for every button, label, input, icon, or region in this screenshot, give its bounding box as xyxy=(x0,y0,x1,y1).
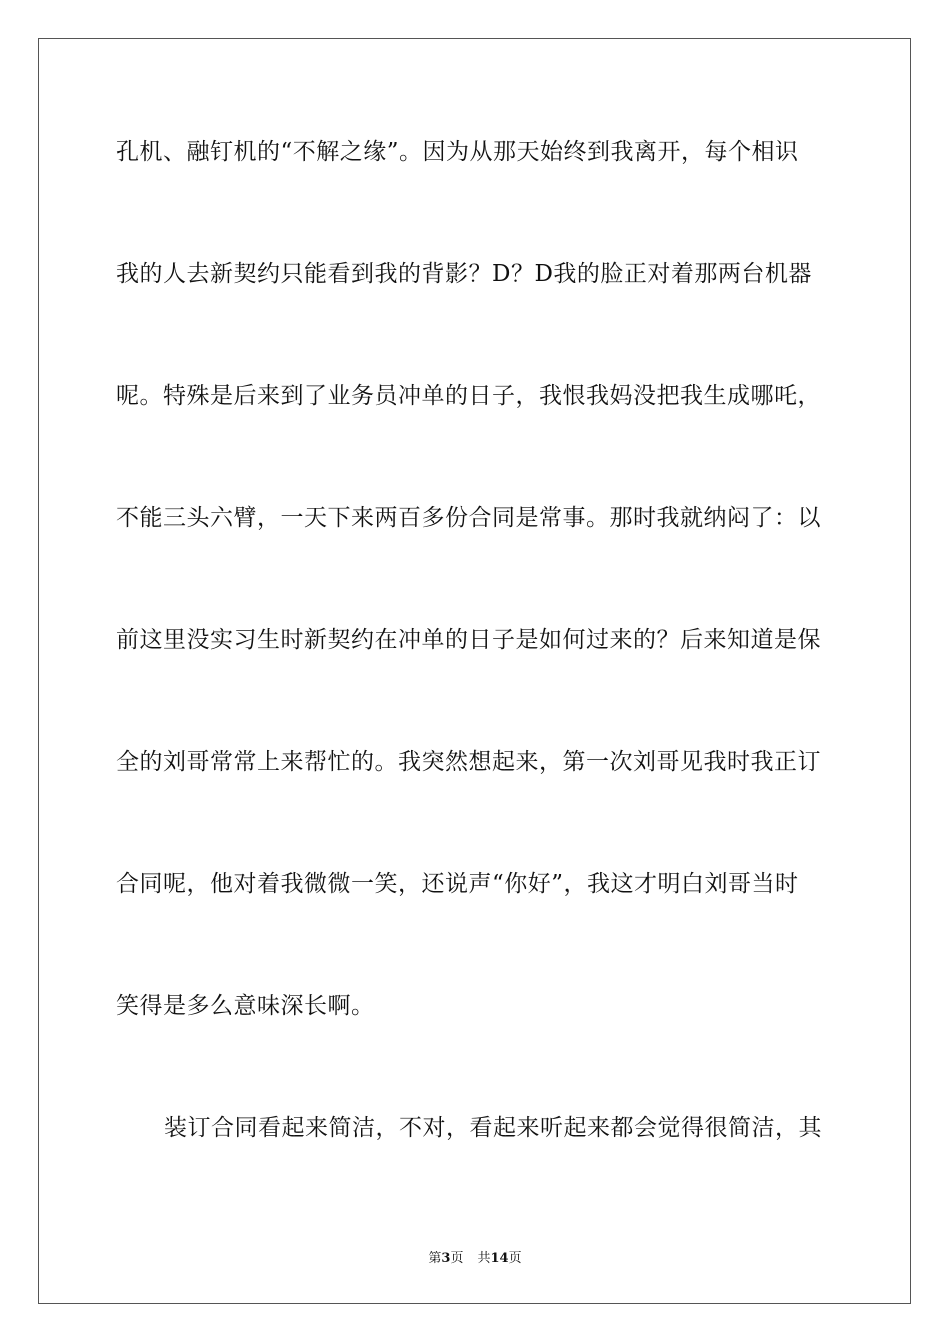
text-line-8: 笑得是多么意味深长啊。 xyxy=(116,993,375,1019)
text-line-5: 前这里没实习生时新契约在冲单的日子是如何过来的？后来知道是保 xyxy=(116,627,821,653)
text-line-6: 全的刘哥常常上来帮忙的。我突然想起来，第一次刘哥见我时我正订 xyxy=(116,749,821,775)
text-line-1: 孔机、融钉机的“不解之缘”。因为从那天始终到我离开，每个相识 xyxy=(116,139,799,165)
text-line-9-indented: 装订合同看起来简洁，不对，看起来听起来都会觉得很简洁，其 xyxy=(164,1115,822,1141)
page-number: 3 xyxy=(441,1251,451,1266)
text-line-2: 我的人去新契约只能看到我的背影？D？D我的脸正对着那两台机器 xyxy=(116,261,812,287)
total-prefix: 共 xyxy=(477,1251,491,1266)
text-line-4: 不能三头六臂，一天下来两百多份合同是常事。那时我就纳闷了：以 xyxy=(116,505,821,531)
total-pages: 14 xyxy=(490,1251,509,1266)
page-footer xyxy=(0,1247,950,1266)
page-suffix: 页 xyxy=(450,1251,464,1266)
page-prefix: 第 xyxy=(428,1251,442,1266)
total-suffix: 页 xyxy=(508,1251,522,1266)
text-line-7: 合同呢，他对着我微微一笑，还说声“你好”，我这才明白刘哥当时 xyxy=(116,871,799,897)
text-line-3: 呢。特殊是后来到了业务员冲单的日子，我恨我妈没把我生成哪吒， xyxy=(116,383,821,409)
